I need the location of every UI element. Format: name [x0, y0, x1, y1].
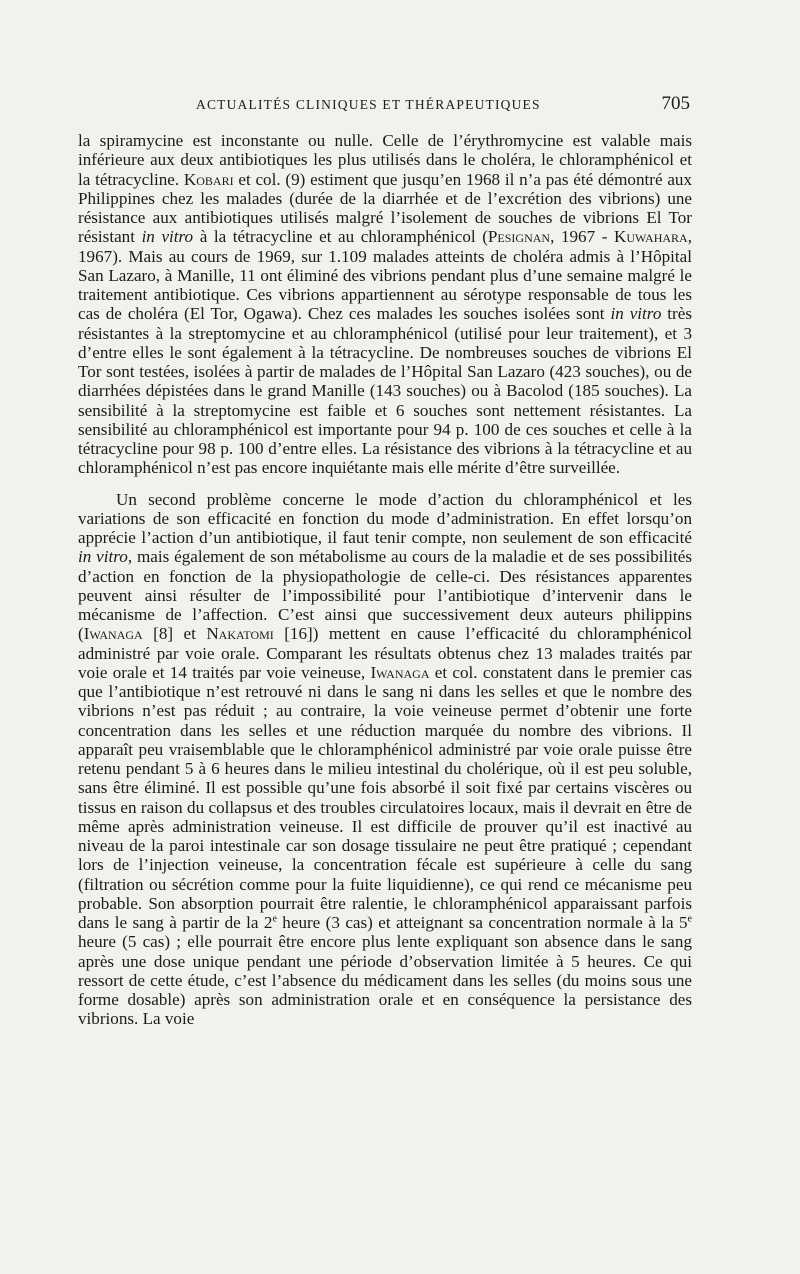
- author-name: Iwanaga: [370, 662, 430, 682]
- text-run: heure (3 cas) et atteignant sa concentration normale à la 5: [276, 913, 688, 932]
- author-name: Kuwahara: [614, 227, 688, 247]
- text-run: [8] et: [142, 624, 207, 644]
- superscript: e: [687, 913, 692, 925]
- author-name: Pesignan: [487, 227, 551, 247]
- italic-term: in vitro: [141, 227, 194, 247]
- paragraph: [78, 490, 692, 1029]
- page-header: [78, 93, 690, 123]
- author-name: Nakatomi: [206, 624, 274, 644]
- text-run: la spiramycine est inconstante ou nulle. Celle de l’érythromycine est valable mais inférieure aux deux antibiotiques les plus utilisés dans le choléra, le chloramphénicol et la tétracycline.: [78, 131, 692, 189]
- paragraph: [78, 131, 692, 478]
- italic-term: in vitro: [78, 547, 128, 567]
- running-title: ACTUALITÉS CLINIQUES ET THÉRAPEUTIQUES: [196, 97, 541, 112]
- text-run: , mais également de son métabolisme au cours de la maladie et de ses possibilités d’action en fonction de la physiopathologie de celle-ci. Des résistances apparentes peuvent ainsi résulter de l’impossibilité pour l’antibiotique d’intervenir dans le mécanisme de l’affection. C’est ainsi que successivement deux auteurs philippins (: [78, 547, 692, 644]
- text-run: très résistantes à la streptomycine et au chloramphénicol (utilisé pour leur traitement), et 3 d’entre elles le sont également à la tétracycline. De nombreuses souches de vibrions El Tor sont testées, isolées à partir de malades de l’Hôpital San Lazaro (423 souches), ou de diarrhées dépistées dans le grand Manille (143 souches) ou à Bacolod (185 souches). La sensibilité à la streptomycine est faible et 6 souches sont nettement résistantes. La sensibilité au chloramphénicol est importante pour 94 p. 100 de ces souches et celle à la tétracycline pour 98 p. 100 d’entre elles. La résistance des vibrions à la tétracycline et au chloramphénicol n’est pas encore inquiétante mais elle mérite d’être surveillée.: [78, 304, 692, 478]
- text-run: heure (5 cas) ; elle pourrait être encore plus lente expliquant son absence dans le sang après une dose unique pendant une période d’observation limitée à 5 heures. Ce qui ressort de cette étude, c’est l’absence du médicament dans les selles (du moins sous une forme dosable) après son administration orale et en conséquence la persistance des vibrions. La voie: [78, 932, 692, 1029]
- text-run: Un second problème concerne le mode d’action du chloramphénicol et les variations de son efficacité en fonction du mode d’administration. En effet lorsqu’on apprécie l’action d’un antibiotique, il faut tenir compte, non seulement de son efficacité: [78, 489, 692, 547]
- text-run: à la tétracycline et au chloramphénicol (: [193, 227, 488, 247]
- author-name: Kobari: [183, 169, 234, 189]
- author-name: Iwanaga: [83, 624, 143, 644]
- text-run: , 1967). Mais au cours de 1969, sur 1.109 malades atteints de choléra admis à l’Hôpital San Lazaro, à Manille, 11 ont éliminé des vibrions pendant plus d’une semaine malgré le traitement antibiotique. Ces vibrions appartiennent au sérotype responsable de tous les cas de choléra (El Tor, Ogawa). Chez ces malades les souches isolées sont: [78, 227, 692, 324]
- text-run: et col. constatent dans le premier cas que l’antibiotique n’est retrouvé ni dans le sang ni dans les selles et que le nombre des vibrions n’est pas réduit ; au contraire, la voie veineuse permet d’obtenir une forte concentration dans les selles et une réduction marquée du nombre des vibrions. Il apparaît peu vraisemblable que le chloramphénicol administré par voie orale puisse être retenu pendant 5 à 6 heures dans le milieu intestinal du cholérique, où il est peu soluble, sans être éliminé. Il est possible qu’une fois absorbé il soit fixé par certains viscères ou tissus en raison du collapsus et des troubles circulatoires locaux, mais il devrait en être de même après administration veineuse. Il est difficile de prouver qu’il est inactivé au niveau de la paroi intestinale car son dosage tissulaire ne peut être pratiqué ; cependant lors de l’injection veineuse, la concentration fécale est supérieure à celle du sang (filtration ou sécrétion comme pour la fuite liquidienne), ce qui rend ce mécanisme peu probable. Son absorption pourrait être ralentie, le chloramphénicol apparaissant parfois dans le sang à partir de la 2: [78, 662, 692, 932]
- body-text: [78, 131, 692, 1029]
- text-run: , 1967 -: [550, 227, 615, 247]
- page-number: 705: [661, 93, 690, 114]
- italic-term: in vitro: [610, 304, 662, 324]
- text-run: et col. (9) estiment que jusqu’en 1968 il n’a pas été démontré aux Philippines chez les malades (durée de la diarrhée et de l’excrétion des vibrions) une résistance aux antibiotiques utilisés malgré l’isolement de souches de vibrions El Tor résistant: [78, 169, 693, 247]
- superscript: e: [272, 913, 277, 925]
- text-run: [16]) mettent en cause l’efficacité du chloramphénicol administré par voie orale. Comparant les résultats obtenus chez 13 malades traités par voie orale et 14 traités par voie veineuse,: [78, 624, 692, 682]
